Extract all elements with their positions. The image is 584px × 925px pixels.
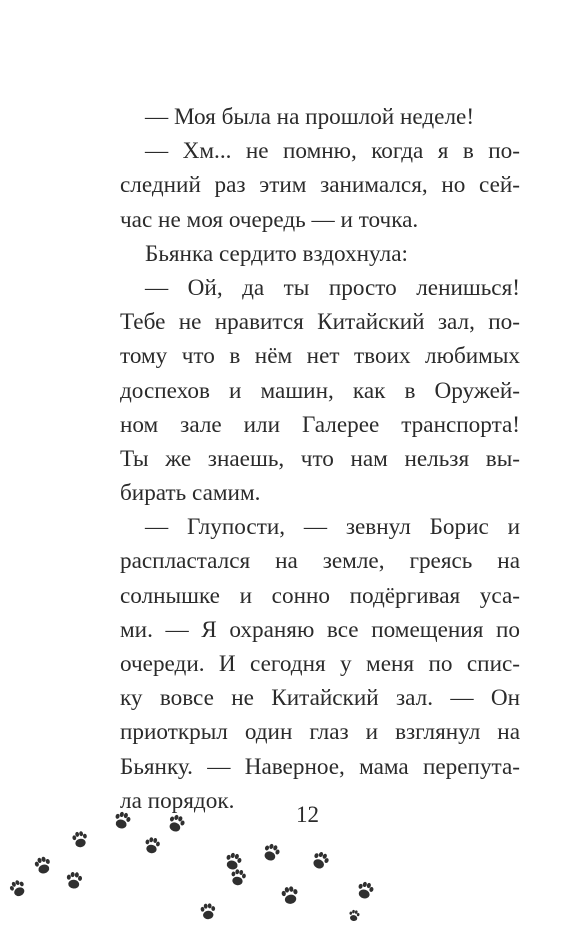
text-line: ном зале или Галерее транспорта!: [120, 411, 520, 438]
text-line: ку вовсе не Китайский зал. — Он: [120, 685, 520, 712]
text-line: — Моя была на прошлой неделе!: [145, 104, 475, 130]
paw-print-icon: [113, 810, 132, 830]
text-line: ла порядок.: [120, 787, 235, 814]
text-line: следний раз этим занимался, но сей-: [120, 172, 520, 199]
paw-print-icon: [72, 830, 89, 848]
body-text: [120, 100, 520, 818]
paw-prints-decoration: [0, 790, 584, 925]
paw-print-icon: [8, 878, 28, 898]
paw-print-icon: [66, 871, 83, 889]
text-line: распластался на земле, греясь на: [120, 548, 520, 575]
paw-print-icon: [230, 868, 247, 886]
text-line: ми. — Я охраняю все помещения по: [120, 616, 520, 643]
text-line: доспехов и машин, как в Оружей-: [120, 377, 520, 404]
paw-print-icon: [261, 842, 281, 863]
text-line: Бьянка сердито вздохнула:: [145, 240, 408, 267]
text-line: бирать самим.: [120, 480, 261, 507]
paw-print-icon: [348, 909, 360, 922]
text-line: — Хм... не помню, когда я в по-: [145, 138, 520, 165]
paw-print-icon: [310, 850, 331, 871]
paw-print-icon: [224, 851, 243, 871]
paw-print-icon: [356, 880, 375, 900]
paw-print-icon: [33, 855, 52, 875]
text-line: очереди. И сегодня у меня по спис-: [120, 651, 520, 677]
text-line: час не моя очередь — и точка.: [120, 206, 419, 233]
text-line: — Глупости, — зевнул Борис и: [145, 514, 520, 541]
text-line: солнышке и сонно подёргивая уса-: [120, 582, 520, 609]
text-line: Ты же знаешь, что нам нельзя вы-: [120, 445, 520, 472]
text-line: приоткрыл один глаз и взглянул на: [120, 719, 520, 746]
paw-print-icon: [144, 836, 161, 854]
page-number: 12: [296, 802, 319, 827]
paw-print-icon: [166, 813, 186, 834]
text-line: — Ой, да ты просто ленишься!: [145, 274, 520, 301]
text-line: тому что в нём нет твоих любимых: [120, 343, 520, 370]
paw-print-icon: [281, 885, 300, 905]
paw-print-icon: [200, 903, 216, 920]
text-line: Бьянку. — Наверное, мама перепута-: [120, 753, 520, 780]
text-line: Тебе не нравится Китайский зал, по-: [120, 309, 520, 336]
